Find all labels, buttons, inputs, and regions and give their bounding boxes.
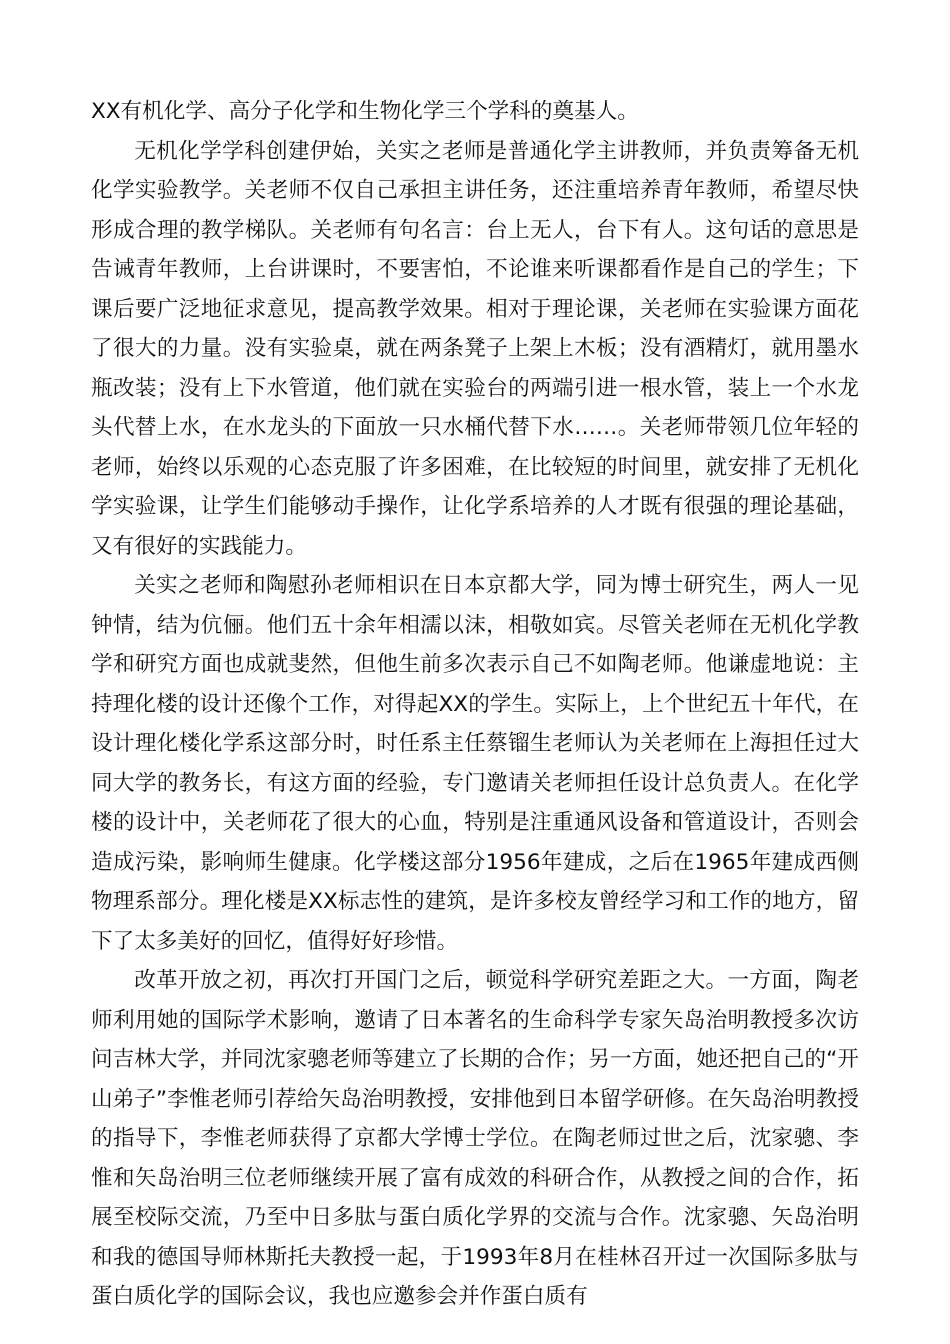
document-body: [91, 92, 859, 1317]
paragraph-continuation: XX有机化学、高分子化学和生物化学三个学科的奠基人。: [91, 99, 639, 124]
paragraph-inorganic-chemistry: 无机化学学科创建伊始，关实之老师是普通化学主讲教师，并负责筹备无机化学实验教学。关老师不仅自己承担主讲任务，还注重培养青年教师，希望尽快形成合理的教学梯队。关老师有句名言：台上无人，台下有人。这句话的意思是告诫青年教师，上台讲课时，不要害怕，不论谁来听课都看作是自己的学生；下课后要广泛地征求意见，提高教学效果。相对于理论课，关老师在实验课方面花了很大的力量。没有实验桌，就在两条凳子上架上木板；没有酒精灯，就用墨水瓶改装；没有上下水管道，他们就在实验台的两端引进一根水管，装上一个水龙头代替上水，在水龙头的下面放一只水桶代替下水……。关老师带领几位年轻的老师，始终以乐观的心态克服了许多困难，在比较短的时间里，就安排了无机化学实验课，让学生们能够动手操作，让化学系培养的人才既有很强的理论基础，又有很好的实践能力。: [91, 138, 859, 559]
paragraph-guan-and-tao: 关实之老师和陶慰孙老师相识在日本京都大学，同为博士研究生，两人一见钟情，结为伉俪。他们五十余年相濡以沫，相敬如宾。尽管关老师在无机化学教学和研究方面也成就斐然，但他生前多次表示自己不如陶老师。他谦虚地说：主持理化楼的设计还像个工作，对得起XX的学生。实际上，上个世纪五十年代，在设计理化楼化学系这部分时，时任系主任蔡镏生老师认为关老师在上海担任过大同大学的教务长，有这方面的经验，专门邀请关老师担任设计总负责人。在化学楼的设计中，关老师花了很大的心血，特别是注重通风设备和管道设计，否则会造成污染，影响师生健康。化学楼这部分1956年建成，之后在1965年建成西侧物理系部分。理化楼是XX标志性的建筑，是许多校友曾经学习和工作的地方，留下了太多美好的回忆，值得好好珍惜。: [91, 573, 859, 954]
paragraph-reform-and-opening: 改革开放之初，再次打开国门之后，顿觉科学研究差距之大。一方面，陶老师利用她的国际学术影响，邀请了日本著名的生命科学专家矢岛治明教授多次访问吉林大学，并同沈家骢老师等建立了长期的合作；另一方面，她还把自己的“开山弟子”李惟老师引荐给矢岛治明教授，安排他到日本留学研修。在矢岛治明教授的指导下，李惟老师获得了京都大学博士学位。在陶老师过世之后，沈家骢、李惟和矢岛治明三位老师继续开展了富有成效的科研合作，从教授之间的合作，拓展至校际交流，乃至中日多肽与蛋白质化学界的交流与合作。沈家骢、矢岛治明和我的德国导师林斯托夫教授一起，于1993年8月在桂林召开过一次国际多肽与蛋白质化学的国际会议，我也应邀参会并作蛋白质有: [91, 968, 859, 1309]
